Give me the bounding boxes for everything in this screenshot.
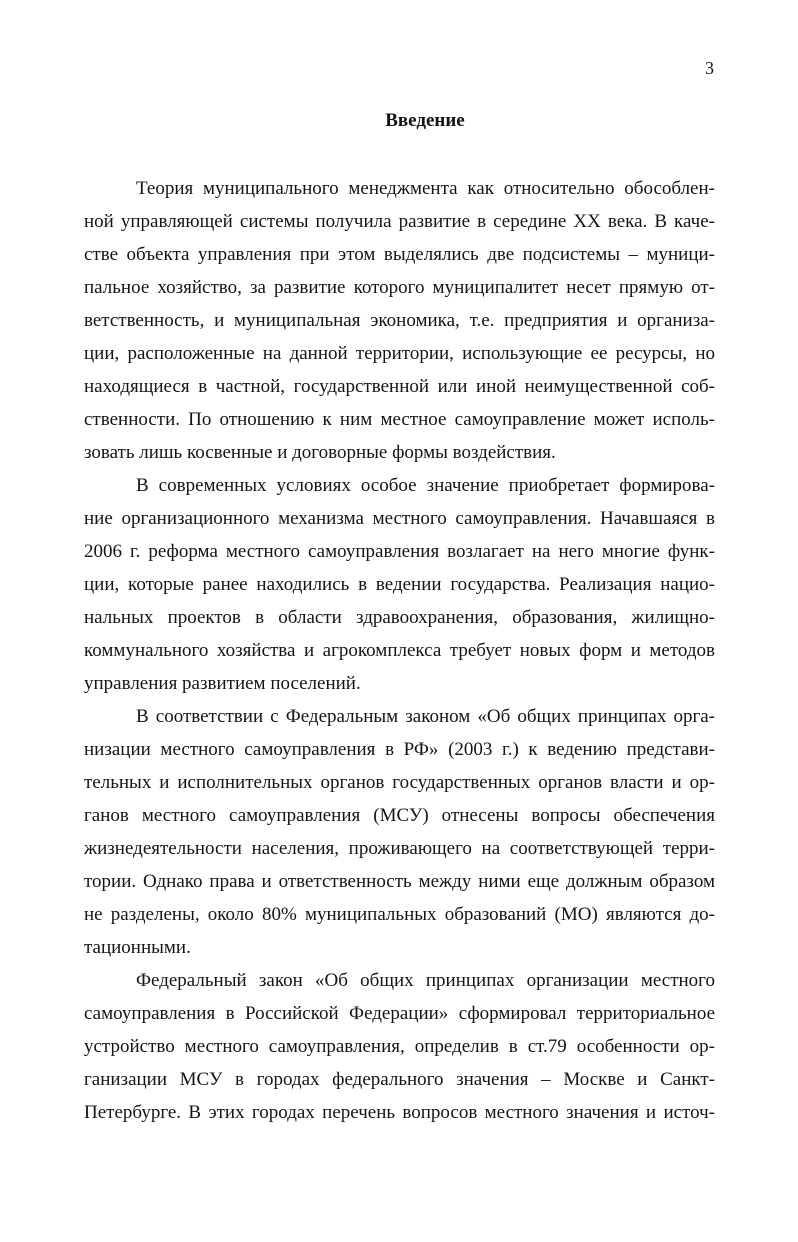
paragraph-2 — [84, 469, 715, 700]
paragraph-line: ганов местного самоуправления (МСУ) отнесены вопросы обеспечения — [84, 805, 715, 826]
paragraph-line: Теория муниципального менеджмента как относительно обособлен- — [136, 178, 715, 199]
paragraph-line: низации местного самоуправления в РФ» (2003 г.) к ведению представи- — [84, 739, 715, 760]
paragraph-4 — [84, 964, 715, 1129]
paragraph-line: самоуправления в Российской Федерации» сформировал территориальное — [84, 1003, 715, 1024]
paragraph-line: ветственность, и муниципальная экономика, т.е. предприятия и организа- — [84, 310, 715, 331]
paragraph-line: Федеральный закон «Об общих принципах организации местного — [136, 970, 715, 991]
paragraph-line: ственности. По отношению к ним местное самоуправление может исполь- — [84, 409, 715, 430]
paragraph-1 — [84, 172, 715, 469]
paragraph-line: 2006 г. реформа местного самоуправления возлагает на него многие функ- — [84, 541, 715, 562]
body-text — [84, 172, 715, 1129]
paragraph-line: тории. Однако права и ответственность между ними еще должным образом — [84, 871, 715, 892]
paragraph-line: тельных и исполнительных органов государственных органов власти и ор- — [84, 772, 715, 793]
paragraph-line: пальное хозяйство, за развитие которого муниципалитет несет прямую от- — [84, 277, 715, 298]
paragraph-line: находящиеся в частной, государственной или иной неимущественной соб- — [84, 376, 715, 397]
paragraph-line: В современных условиях особое значение приобретает формирова- — [136, 475, 715, 496]
paragraph-line: В соответствии с Федеральным законом «Об общих принципах орга- — [136, 706, 715, 727]
page-number: 3 — [705, 58, 714, 78]
paragraph-3 — [84, 700, 715, 964]
paragraph-line: Петербурге. В этих городах перечень вопросов местного значения и источ- — [84, 1102, 715, 1123]
paragraph-line: коммунального хозяйства и агрокомплекса требует новых форм и методов — [84, 640, 715, 661]
paragraph-line: ной управляющей системы получила развитие в середине XX века. В каче- — [84, 211, 715, 232]
paragraph-line: жизнедеятельности населения, проживающего на соответствующей терри- — [84, 838, 715, 859]
paragraph-line: ние организационного механизма местного самоуправления. Начавшаяся в — [84, 508, 715, 529]
paragraph-line: не разделены, около 80% муниципальных образований (МО) являются до- — [84, 904, 715, 925]
paragraph-line: устройство местного самоуправления, определив в ст.79 особенности ор- — [84, 1036, 715, 1057]
paragraph-line: нальных проектов в области здравоохранения, образования, жилищно- — [84, 607, 715, 628]
paragraph-line: стве объекта управления при этом выделялись две подсистемы – муници- — [84, 244, 715, 265]
paragraph-line: ции, расположенные на данной территории, использующие ее ресурсы, но — [84, 343, 715, 364]
paragraph-line: тационными. — [84, 937, 191, 958]
page-title: Введение — [385, 110, 465, 131]
paragraph-line: зовать лишь косвенные и договорные формы воздействия. — [84, 442, 556, 463]
paragraph-line: ции, которые ранее находились в ведении государства. Реализация нацио- — [84, 574, 715, 595]
paragraph-line: ганизации МСУ в городах федерального значения – Москве и Санкт- — [84, 1069, 715, 1090]
paragraph-line: управления развитием поселений. — [84, 673, 361, 694]
